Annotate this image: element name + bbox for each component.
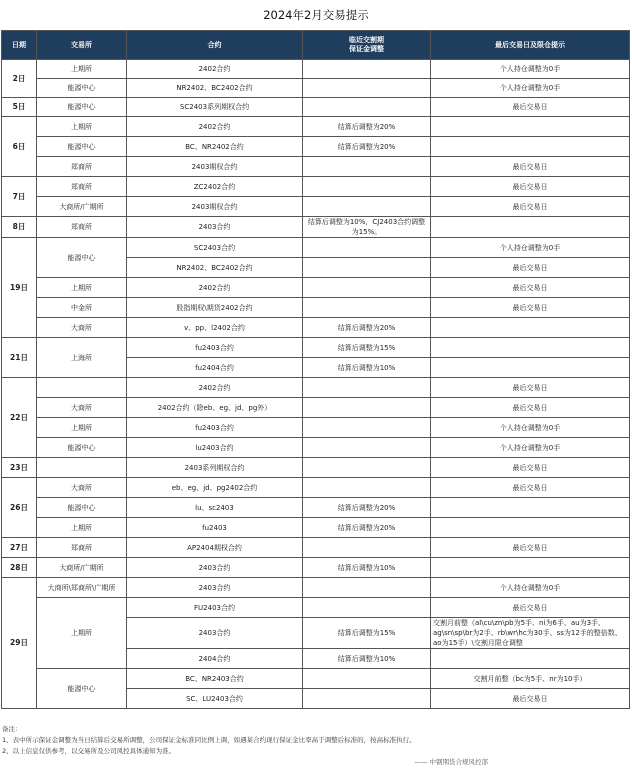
contract-cell: SC2403系列期权合约 xyxy=(127,98,303,117)
header-exchange: 交易所 xyxy=(37,31,127,60)
position-cell: 最后交易日 xyxy=(431,278,630,298)
table-row xyxy=(2,578,630,598)
margin-cell xyxy=(303,398,431,418)
margin-cell xyxy=(303,298,431,318)
margin-cell: 结算后调整为20% xyxy=(303,137,431,157)
position-cell: 最后交易日 xyxy=(431,689,630,709)
margin-cell: 结算后调整为20% xyxy=(303,498,431,518)
position-cell xyxy=(431,358,630,378)
margin-cell xyxy=(303,378,431,398)
position-cell: 最后交易日 xyxy=(431,258,630,278)
position-cell: 交割月前整（bc为5手、nr为10手） xyxy=(431,669,630,689)
margin-cell xyxy=(303,418,431,438)
note-1: 1、表中所示保证金调整为当日结算后交易所调整，公司保证金标准同比例上调，如遇某合约现行保证金比率高于调整后标准的，按高标准执行。 xyxy=(2,736,416,744)
contract-cell: 2403期权合约 xyxy=(127,157,303,177)
table-row xyxy=(2,418,630,438)
margin-cell: 结算后调整为10% xyxy=(303,358,431,378)
date-cell: 29日 xyxy=(2,578,37,709)
date-cell: 23日 xyxy=(2,458,37,478)
table-row xyxy=(2,177,630,197)
contract-cell: 2402合约（除eb、eg、jd、pg外） xyxy=(127,398,303,418)
table-row xyxy=(2,60,630,79)
exchange-cell: 大商所 xyxy=(37,478,127,498)
contract-cell: 2402合约 xyxy=(127,378,303,398)
exchange-cell: 大商所 xyxy=(37,318,127,338)
exchange-cell: 中金所 xyxy=(37,298,127,318)
table-row xyxy=(2,398,630,418)
table-row xyxy=(2,558,630,578)
table-row xyxy=(2,669,630,689)
table-row xyxy=(2,378,630,398)
date-cell: 19日 xyxy=(2,238,37,338)
exchange-cell: 能源中心 xyxy=(37,79,127,98)
position-cell: 最后交易日 xyxy=(431,177,630,197)
table-row xyxy=(2,598,630,618)
note-2: 2、以上信息仅供参考，以交易所及公司风控具体通知为准。 xyxy=(2,747,176,755)
position-cell: 最后交易日 xyxy=(431,398,630,418)
margin-cell xyxy=(303,60,431,79)
position-cell xyxy=(431,117,630,137)
contract-cell: BC、NR2402合约 xyxy=(127,137,303,157)
exchange-cell: 上期所 xyxy=(37,278,127,298)
date-cell: 5日 xyxy=(2,98,37,117)
position-cell: 个人持仓调整为0手 xyxy=(431,79,630,98)
table-row xyxy=(2,117,630,137)
exchange-cell: 大商所 xyxy=(37,398,127,418)
exchange-cell: 能源中心 xyxy=(37,238,127,278)
contract-cell: 2403系列期权合约 xyxy=(127,458,303,478)
exchange-cell xyxy=(37,458,127,478)
margin-cell: 结算后调整为10% xyxy=(303,558,431,578)
signature: —— 中钢期货合规风控部 xyxy=(414,758,488,766)
contract-cell: 2402合约 xyxy=(127,117,303,137)
table-row xyxy=(2,518,630,538)
date-cell: 7日 xyxy=(2,177,37,217)
position-cell: 最后交易日 xyxy=(431,157,630,177)
table-row xyxy=(2,278,630,298)
position-cell: 最后交易日 xyxy=(431,478,630,498)
margin-cell: 结算后调整为20% xyxy=(303,518,431,538)
contract-cell: 2404合约 xyxy=(127,649,303,669)
contract-cell: fu2403 xyxy=(127,518,303,538)
exchange-cell: 能源中心 xyxy=(37,669,127,709)
table-row xyxy=(2,538,630,558)
table-row xyxy=(2,298,630,318)
margin-cell: 结算后调整为10% xyxy=(303,649,431,669)
exchange-cell: 能源中心 xyxy=(37,137,127,157)
contract-cell: BC、NR2403合约 xyxy=(127,669,303,689)
position-cell: 个人持仓调整为0手 xyxy=(431,418,630,438)
contract-cell: 2403期权合约 xyxy=(127,197,303,217)
header-margin: 临近交割期 保证金调整 xyxy=(303,31,431,60)
position-cell xyxy=(431,518,630,538)
margin-cell: 结算后调整为20% xyxy=(303,318,431,338)
position-cell xyxy=(431,649,630,669)
contract-cell: 2403合约 xyxy=(127,217,303,238)
date-cell: 27日 xyxy=(2,538,37,558)
date-cell: 26日 xyxy=(2,478,37,538)
margin-cell xyxy=(303,438,431,458)
contract-cell: 2402合约 xyxy=(127,278,303,298)
table-row xyxy=(2,238,630,258)
exchange-cell: 能源中心 xyxy=(37,498,127,518)
margin-cell xyxy=(303,238,431,258)
table-row xyxy=(2,217,630,238)
margin-cell xyxy=(303,157,431,177)
margin-cell: 结算后调整为10%，CJ2403合约调整为15%。 xyxy=(303,217,431,238)
margin-cell xyxy=(303,278,431,298)
notes-label: 备注： xyxy=(2,725,22,733)
margin-cell xyxy=(303,669,431,689)
margin-cell xyxy=(303,478,431,498)
contract-cell: fu2403合约 xyxy=(127,338,303,358)
contract-cell: 2402合约 xyxy=(127,60,303,79)
position-cell: 最后交易日 xyxy=(431,197,630,217)
exchange-cell: 上期所 xyxy=(37,418,127,438)
table-row xyxy=(2,478,630,498)
contract-cell: NR2402、BC2402合约 xyxy=(127,258,303,278)
position-cell xyxy=(431,318,630,338)
contract-cell: fu2403合约 xyxy=(127,418,303,438)
contract-cell: ZC2402合约 xyxy=(127,177,303,197)
margin-cell xyxy=(303,458,431,478)
exchange-cell: 能源中心 xyxy=(37,438,127,458)
position-cell: 个人持仓调整为0手 xyxy=(431,438,630,458)
exchange-cell: 上期所 xyxy=(37,598,127,669)
page-title: 2024年2月交易提示 xyxy=(263,8,369,22)
date-cell: 6日 xyxy=(2,117,37,177)
exchange-cell: 郑商所 xyxy=(37,177,127,197)
table-row xyxy=(2,318,630,338)
date-cell: 2日 xyxy=(2,60,37,98)
date-cell: 21日 xyxy=(2,338,37,378)
contract-cell: SC2403合约 xyxy=(127,238,303,258)
margin-cell xyxy=(303,197,431,217)
notes xyxy=(2,724,628,768)
contract-cell: 2403合约 xyxy=(127,558,303,578)
exchange-cell: 上期所 xyxy=(37,117,127,137)
margin-cell xyxy=(303,258,431,278)
date-cell: 8日 xyxy=(2,217,37,238)
exchange-cell: 郑商所 xyxy=(37,217,127,238)
position-cell: 个人持仓调整为0手 xyxy=(431,238,630,258)
exchange-cell: 大商所/广期所 xyxy=(37,197,127,217)
header-date: 日期 xyxy=(2,31,37,60)
contract-cell: fu2404合约 xyxy=(127,358,303,378)
exchange-cell: 郑商所 xyxy=(37,538,127,558)
contract-cell: SC、LU2403合约 xyxy=(127,689,303,709)
margin-cell: 结算后调整为15% xyxy=(303,618,431,649)
exchange-cell: 大商所\郑商所\广期所 xyxy=(37,578,127,598)
table-body xyxy=(2,60,630,709)
position-cell: 最后交易日 xyxy=(431,458,630,478)
position-cell: 个人持仓调整为0手 xyxy=(431,578,630,598)
date-cell: 28日 xyxy=(2,558,37,578)
position-cell: 最后交易日 xyxy=(431,538,630,558)
exchange-cell: 上期所 xyxy=(37,518,127,538)
table-row xyxy=(2,137,630,157)
exchange-cell: 郑商所 xyxy=(37,157,127,177)
contract-cell: lu2403合约 xyxy=(127,438,303,458)
exchange-cell xyxy=(37,378,127,398)
position-cell xyxy=(431,558,630,578)
margin-cell xyxy=(303,598,431,618)
header-position: 最后交易日及限仓提示 xyxy=(431,31,630,60)
margin-cell: 结算后调整为20% xyxy=(303,117,431,137)
position-cell xyxy=(431,498,630,518)
margin-cell xyxy=(303,689,431,709)
margin-cell xyxy=(303,578,431,598)
margin-cell: 结算后调整为15% xyxy=(303,338,431,358)
contract-cell: eb、eg、jd、pg2402合约 xyxy=(127,478,303,498)
position-cell: 最后交易日 xyxy=(431,98,630,117)
exchange-cell: 能源中心 xyxy=(37,98,127,117)
position-cell: 最后交易日 xyxy=(431,298,630,318)
trading-calendar-table xyxy=(1,30,630,709)
contract-cell: 2403合约 xyxy=(127,618,303,649)
table-header-row xyxy=(2,31,630,60)
table-row xyxy=(2,98,630,117)
exchange-cell: 上海所 xyxy=(37,338,127,378)
table-row xyxy=(2,79,630,98)
position-cell xyxy=(431,137,630,157)
contract-cell: NR2402、BC2402合约 xyxy=(127,79,303,98)
table-row xyxy=(2,157,630,177)
margin-cell xyxy=(303,177,431,197)
position-cell: 最后交易日 xyxy=(431,598,630,618)
margin-cell xyxy=(303,98,431,117)
position-cell: 个人持仓调整为0手 xyxy=(431,60,630,79)
table-row xyxy=(2,498,630,518)
position-cell xyxy=(431,217,630,238)
contract-cell: AP2404期权合约 xyxy=(127,538,303,558)
contract-cell: FU2403合约 xyxy=(127,598,303,618)
position-cell: 最后交易日 xyxy=(431,378,630,398)
exchange-cell: 大商所/广期所 xyxy=(37,558,127,578)
table-row xyxy=(2,438,630,458)
table-row xyxy=(2,338,630,358)
exchange-cell: 上期所 xyxy=(37,60,127,79)
header-contract: 合约 xyxy=(127,31,303,60)
position-cell xyxy=(431,338,630,358)
contract-cell: 2403合约 xyxy=(127,578,303,598)
table-row xyxy=(2,197,630,217)
margin-cell xyxy=(303,538,431,558)
contract-cell: lu、sc2403 xyxy=(127,498,303,518)
contract-cell: 股指期权\期货2402合约 xyxy=(127,298,303,318)
date-cell: 22日 xyxy=(2,378,37,458)
contract-cell: v、pp、l2402合约 xyxy=(127,318,303,338)
position-cell: 交割月前整（al\cu\zn\pb为5手、ni为6手、au为3手、ag\sn\sp\br为2手、rb\wr\hc为30手、ss为12手的整倍数、ao为15手）\交割月限仓调整 xyxy=(431,618,630,649)
margin-cell xyxy=(303,79,431,98)
table-row xyxy=(2,458,630,478)
